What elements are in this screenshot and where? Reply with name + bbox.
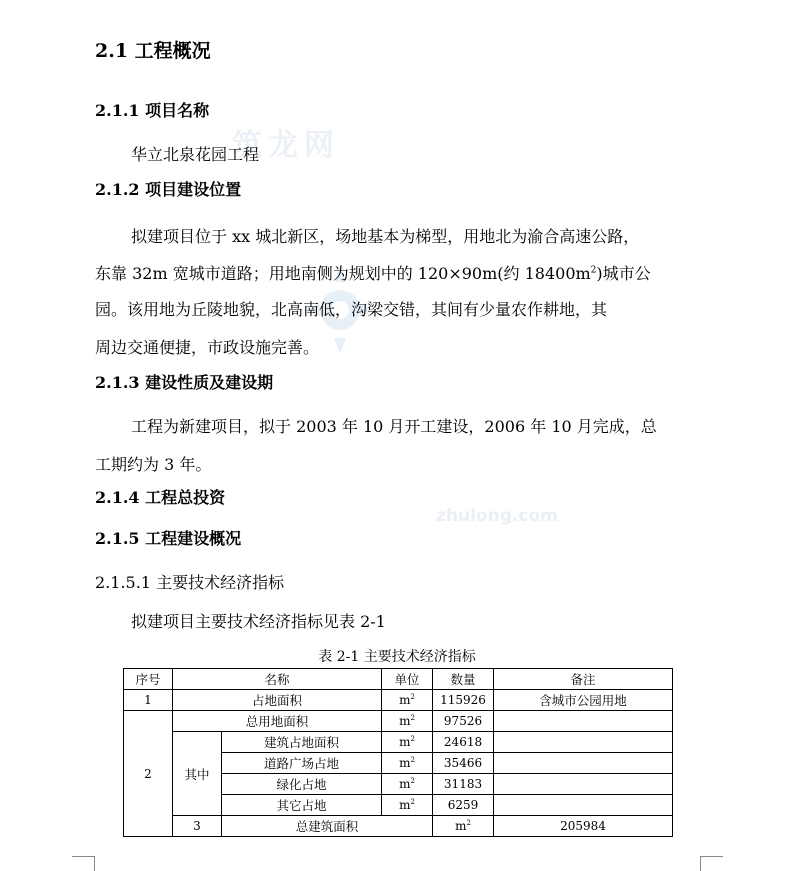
header-no: 序号 [124, 669, 173, 690]
cell-name: 绿化占地 [222, 774, 382, 795]
cell-note [494, 795, 673, 816]
cell-group: 其中 [173, 732, 222, 816]
cell-unit [382, 690, 433, 711]
table-header-row [124, 669, 673, 690]
unit-sup: 2 [410, 714, 415, 722]
table-caption: 表 2-1 主要技术经济指标 [318, 649, 476, 665]
unit-base: m [399, 777, 411, 791]
cell-unit [382, 795, 433, 816]
period-line-1: 工程为新建项目，拟于 2003 年 10 月开工建设，2006 年 10 月完成，总 [131, 417, 657, 436]
section-title: 2.1 工程概况 [95, 40, 211, 62]
cell-qty: 205984 [494, 816, 673, 837]
heading-construction-overview: 2.1.5 工程建设概况 [95, 529, 242, 548]
unit-base: m [399, 798, 411, 812]
period-line-2: 工期约为 3 年。 [95, 455, 212, 474]
location-line-1: 拟建项目位于 xx 城北新区，场地基本为梯型，用地北为渝合高速公路， [131, 227, 640, 246]
unit-sup: 2 [466, 819, 471, 827]
cell-name: 总用地面积 [173, 711, 382, 732]
heading-project-location: 2.1.2 项目建设位置 [95, 180, 242, 199]
header-qty: 数量 [433, 669, 494, 690]
table-row [124, 732, 673, 753]
location-line-2-post: )城市公 [596, 264, 651, 283]
cell-note [494, 711, 673, 732]
cell-qty: 24618 [433, 732, 494, 753]
table-row [124, 816, 673, 837]
unit-sup: 2 [410, 735, 415, 743]
header-note: 备注 [494, 669, 673, 690]
location-line-2-sup: 2 [590, 265, 597, 276]
unit-base: m [455, 819, 467, 833]
cell-name: 道路广场占地 [222, 753, 382, 774]
cell-note [494, 774, 673, 795]
unit-sup: 2 [410, 798, 415, 806]
header-name: 名称 [173, 669, 382, 690]
heading-total-investment: 2.1.4 工程总投资 [95, 488, 226, 507]
unit-base: m [399, 735, 411, 749]
cell-no: 2 [124, 711, 173, 837]
location-line-2-pre: 东靠 32m 宽城市道路；用地南侧为规划中的 120×90m(约 18400m [95, 264, 591, 283]
unit-base: m [399, 756, 411, 770]
indicators-table [123, 668, 673, 837]
cell-qty: 6259 [433, 795, 494, 816]
header-unit: 单位 [382, 669, 433, 690]
cell-unit [382, 732, 433, 753]
cell-name: 其它占地 [222, 795, 382, 816]
unit-sup: 2 [410, 777, 415, 785]
cell-unit [382, 711, 433, 732]
cell-no: 3 [173, 816, 222, 837]
cell-no: 1 [124, 690, 173, 711]
location-line-4: 周边交通便捷，市政设施完善。 [95, 338, 320, 357]
cell-unit [382, 753, 433, 774]
cell-note [494, 753, 673, 774]
heading-project-name: 2.1.1 项目名称 [95, 101, 210, 120]
table-row [124, 711, 673, 732]
cell-unit [382, 774, 433, 795]
watermark-text: 筑龙网 [232, 128, 340, 163]
cell-note [494, 732, 673, 753]
cell-qty: 31183 [433, 774, 494, 795]
page-corner-mark-right [700, 856, 723, 871]
cell-unit [433, 816, 494, 837]
cell-name: 总建筑面积 [222, 816, 433, 837]
heading-construction-period: 2.1.3 建设性质及建设期 [95, 373, 274, 392]
watermark-url: zhulong.com [436, 506, 558, 526]
cell-qty: 115926 [433, 690, 494, 711]
project-name-text: 华立北泉花园工程 [131, 145, 260, 164]
cell-name: 建筑占地面积 [222, 732, 382, 753]
unit-base: m [399, 714, 411, 728]
cell-qty: 97526 [433, 711, 494, 732]
page-corner-mark-left [72, 856, 95, 871]
heading-tech-econ-indicators: 2.1.5.1 主要技术经济指标 [95, 573, 285, 592]
unit-base: m [399, 693, 411, 707]
unit-sup: 2 [410, 693, 415, 701]
location-line-3: 园。该用地为丘陵地貌，北高南低，沟梁交错，其间有少量农作耕地，其 [95, 300, 608, 319]
unit-sup: 2 [410, 756, 415, 764]
cell-qty: 35466 [433, 753, 494, 774]
table-intro-text: 拟建项目主要技术经济指标见表 2-1 [131, 612, 386, 631]
cell-note: 含城市公园用地 [494, 690, 673, 711]
location-line-2 [95, 261, 651, 284]
table-row [124, 690, 673, 711]
cell-name: 占地面积 [173, 690, 382, 711]
